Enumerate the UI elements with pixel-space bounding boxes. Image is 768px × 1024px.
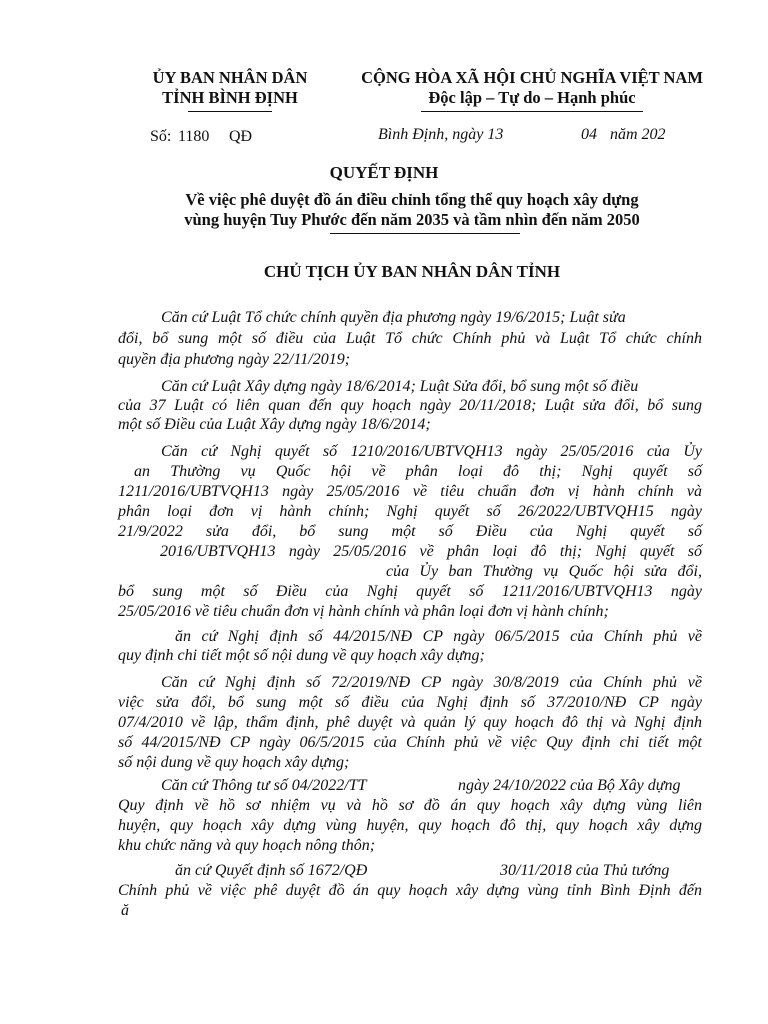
paragraph-line: quy định chi tiết một số nội dung về quy hoạch xây dựng; [118, 647, 485, 664]
paragraph-line: Chính phủ về việc phê duyệt đồ án quy hoạch xây dựng vùng tỉnh Bình Định đến [118, 882, 702, 899]
paragraph-line: Quy định về hồ sơ nhiệm vụ và hồ sơ đồ án quy hoạch xây dựng vùng liên [118, 797, 702, 814]
paragraph-line: 07/4/2010 về lập, thẩm định, phê duyệt và quản lý quy hoạch đô thị và Nghị định [118, 714, 702, 731]
subject-line-1: Về việc phê duyệt đồ án điều chỉnh tổng thể quy hoạch xây dựng [185, 190, 639, 209]
paragraph-line: ăn cứ Quyết định số 1672/QĐ [175, 862, 368, 879]
paragraph-line: việc sửa đổi, bổ sung một số điều của Nghị định số 37/2010/NĐ CP ngày [118, 694, 702, 711]
document-code: QĐ [229, 128, 253, 145]
paragraph-line: Căn cứ Nghị định số 72/2019/NĐ CP ngày 30/8/2019 của Chính phủ về [161, 674, 702, 691]
national-motto: Độc lập – Tự do – Hạnh phúc [428, 88, 636, 107]
document-number-label: Số: [150, 128, 172, 145]
date-year: năm 202 [610, 126, 666, 143]
paragraph-line: khu chức năng và quy hoạch nông thôn; [118, 837, 376, 854]
paragraph-line: của Ủy ban Thường vụ Quốc hội sửa đổi, [386, 563, 702, 580]
paragraph-line: một số Điều của Luật Xây dựng ngày 18/6/2014; [118, 416, 431, 433]
place-date: Bình Định, ngày 13 [378, 126, 504, 143]
issuing-org-line1: ỦY BAN NHÂN DÂN [152, 68, 308, 87]
paragraph-line: an Thường vụ Quốc hội về phân loại đô thị; Nghị quyết số [134, 463, 702, 480]
paragraph-line: ă [121, 902, 129, 919]
date-month: 04 [581, 126, 597, 143]
paragraph-line: huyện, quy hoạch xây dựng vùng huyện, quy hoạch đô thị, quy hoạch xây dựng [118, 817, 702, 834]
paragraph-line: ăn cứ Nghị định số 44/2015/NĐ CP ngày 06/5/2015 của Chính phủ về [175, 628, 702, 645]
paragraph-line: quyền địa phương ngày 22/11/2019; [118, 351, 351, 368]
national-title: CỘNG HÒA XÃ HỘI CHỦ NGHĨA VIỆT NAM [361, 68, 703, 87]
paragraph-line: 30/11/2018 của Thủ tướng [500, 862, 670, 879]
authority-heading: CHỦ TỊCH ỦY BAN NHÂN DÂN TỈNH [263, 262, 561, 281]
paragraph-line: bổ sung một số Điều của Nghị quyết số 1211/2016/UBTVQH13 ngày [118, 583, 702, 600]
paragraph-line: số 44/2015/NĐ CP ngày 06/5/2015 của Chính phủ về việc Quy định chi tiết một [118, 734, 702, 751]
paragraph-line: 21/9/2022 sửa đổi, bổ sung một số Điều của Nghị quyết số [118, 523, 702, 540]
paragraph-line: Căn cứ Nghị quyết số 1210/2016/UBTVQH13 ngày 25/05/2016 của Ủy [161, 443, 702, 460]
motto-underline [421, 111, 643, 112]
paragraph-line: ngày 24/10/2022 của Bộ Xây dựng [458, 777, 681, 794]
subject-line-2: vùng huyện Tuy Phước đến năm 2035 và tầm nhìn đến năm 2050 [184, 210, 640, 229]
paragraph-line: Căn cứ Luật Tổ chức chính quyền địa phương ngày 19/6/2015; Luật sửa [161, 309, 626, 326]
issuing-org-line2: TỈNH BÌNH ĐỊNH [162, 88, 298, 107]
document-number: 1180 [178, 128, 210, 145]
paragraph-line: đổi, bổ sung một số điều của Luật Tổ chức Chính phủ và Luật Tổ chức chính [118, 330, 702, 347]
paragraph-line: 2016/UBTVQH13 ngày 25/05/2016 về phân loại đô thị; Nghị quyết số [160, 543, 702, 560]
paragraph-line: Căn cứ Thông tư số 04/2022/TT [161, 777, 367, 794]
paragraph-line: 1211/2016/UBTVQH13 ngày 25/05/2016 về tiêu chuẩn đơn vị hành chính và [118, 483, 702, 500]
subject-underline [330, 233, 520, 234]
org-underline [188, 111, 272, 112]
paragraph-line: 25/05/2016 về tiêu chuẩn đơn vị hành chính và phân loại đơn vị hành chính; [118, 603, 609, 620]
document-type-heading: QUYẾT ĐỊNH [329, 163, 439, 182]
paragraph-line: của 37 Luật có liên quan đến quy hoạch ngày 20/11/2018; Luật sửa đổi, bổ sung [118, 397, 702, 414]
paragraph-line: Căn cứ Luật Xây dựng ngày 18/6/2014; Luật Sửa đổi, bổ sung một số điều [161, 378, 639, 395]
paragraph-line: số nội dung về quy hoạch xây dựng; [118, 754, 350, 771]
paragraph-line: phân loại đơn vị hành chính; Nghị quyết số 26/2022/UBTVQH15 ngày [118, 503, 702, 520]
